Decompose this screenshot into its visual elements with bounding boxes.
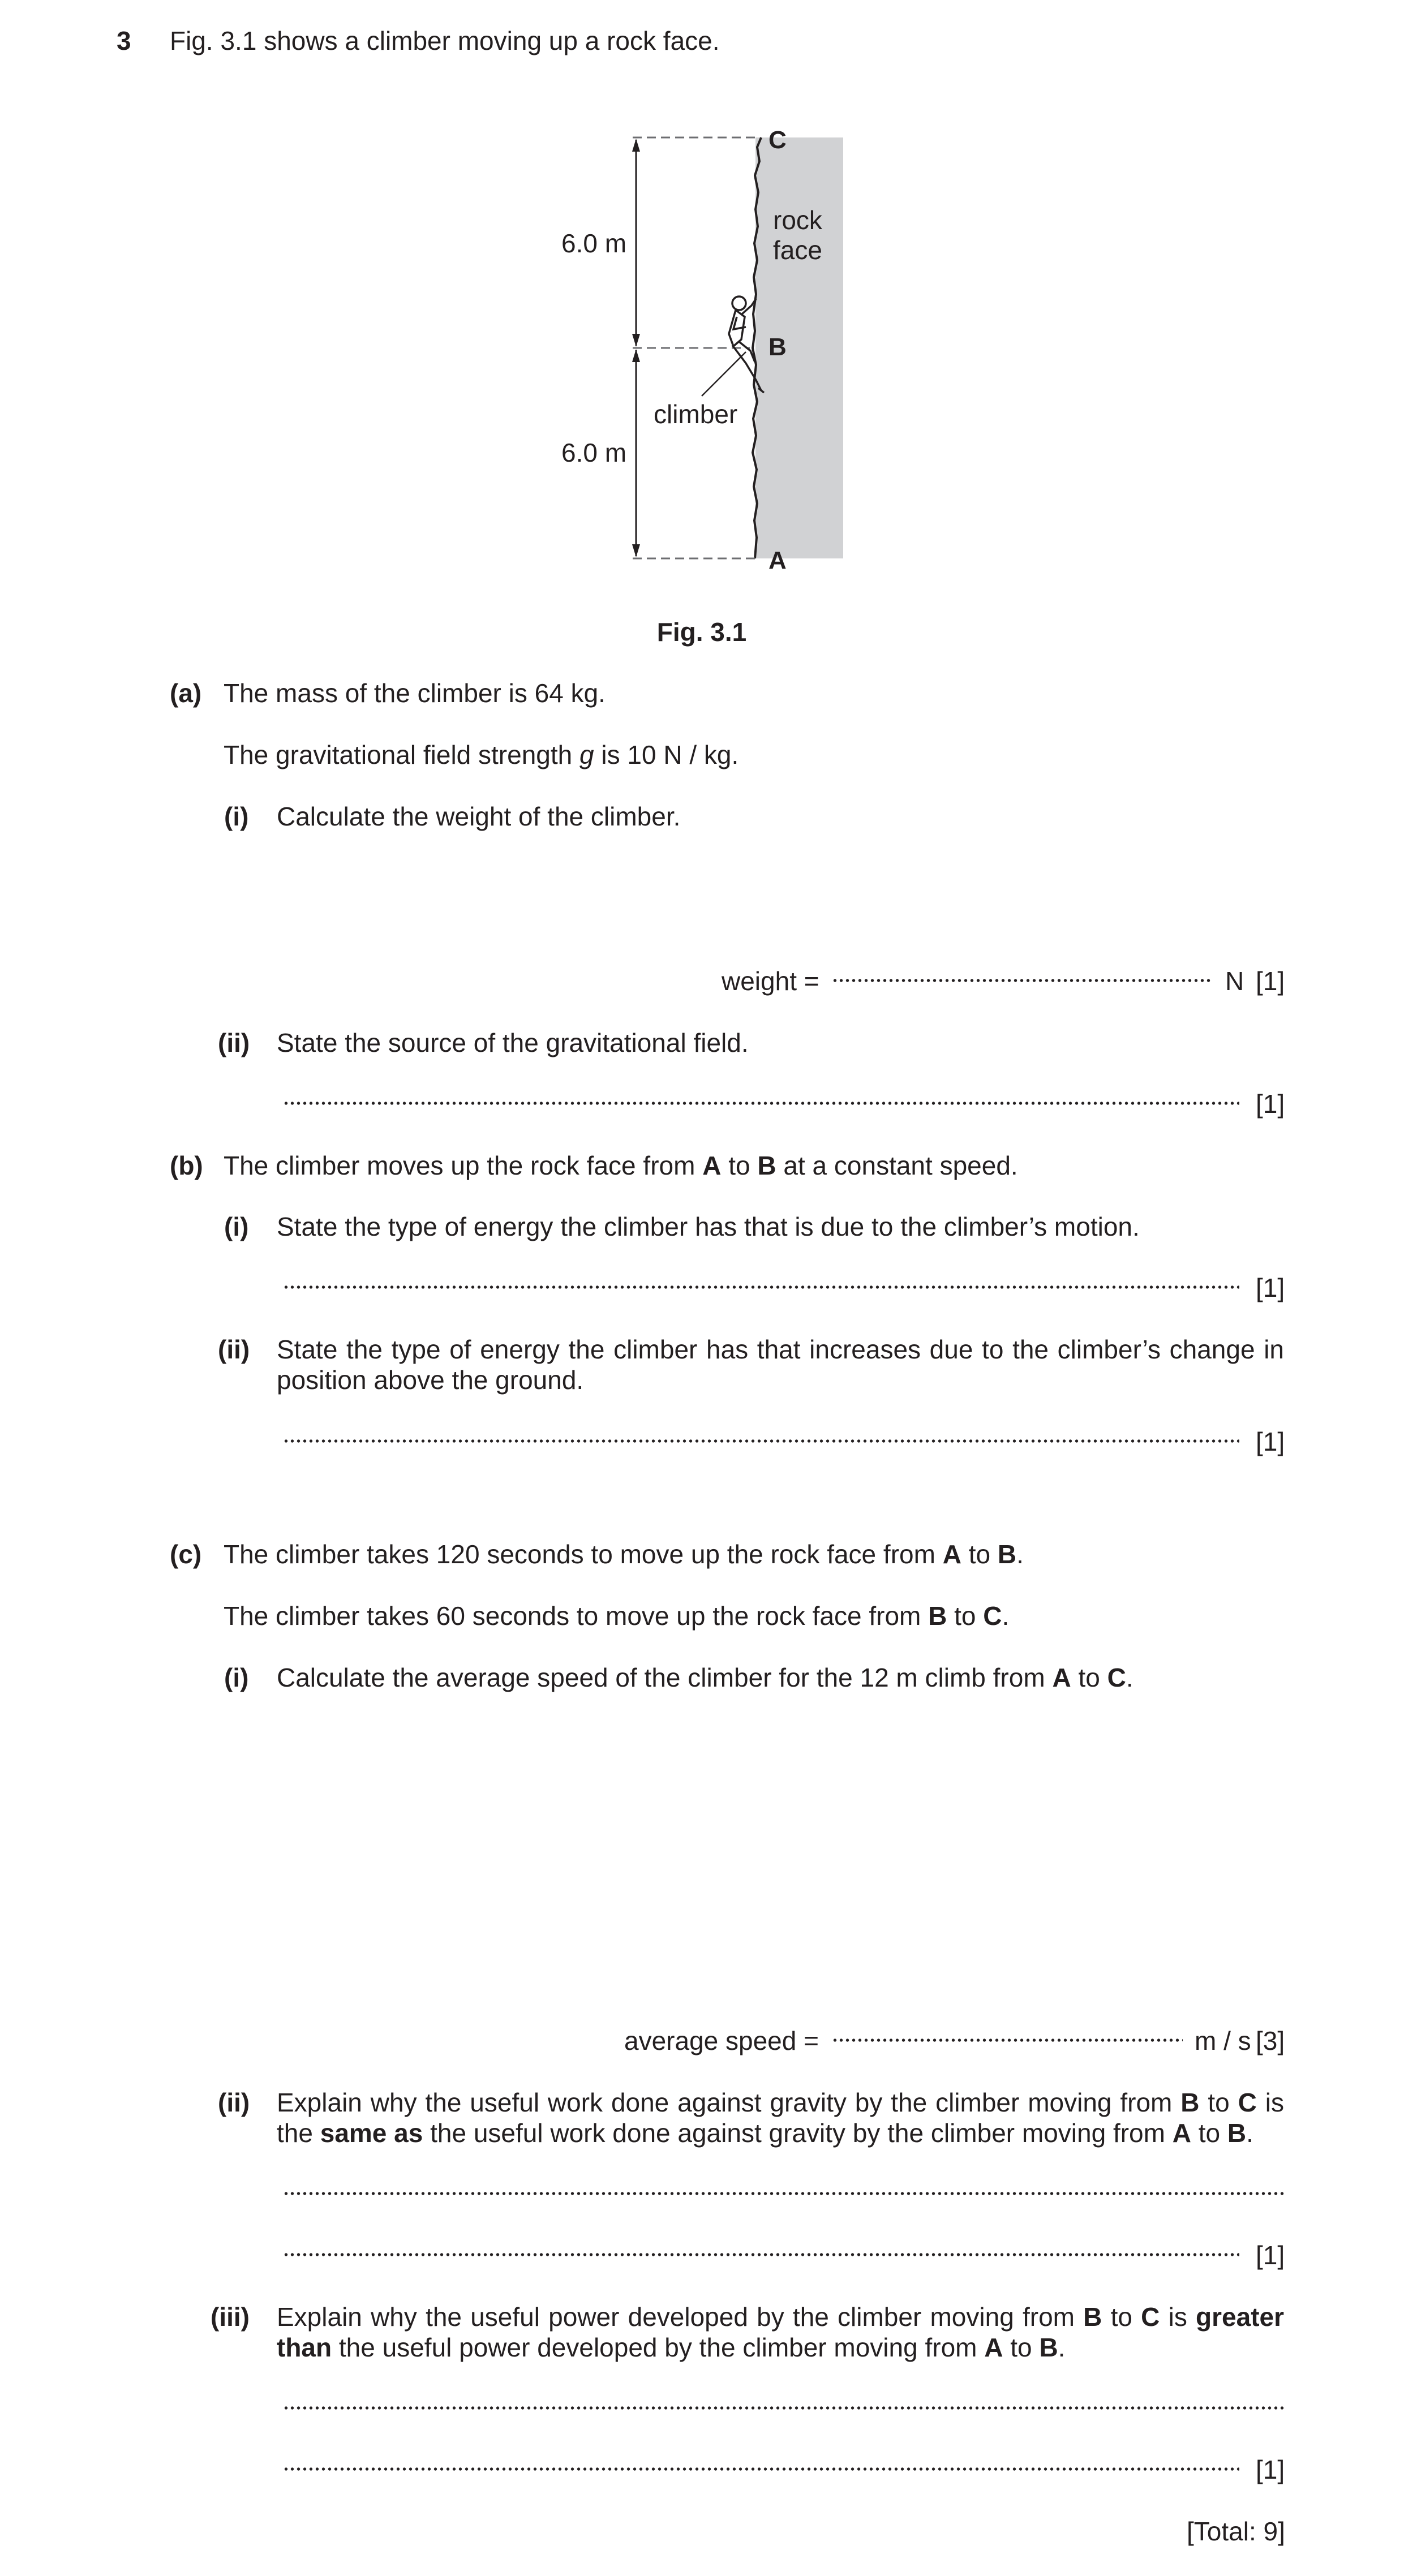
part-c-ii-l2-same-as: same as (320, 2118, 423, 2148)
part-a-ii-label: (ii) (218, 1028, 250, 1057)
part-b-label: (b) (170, 1151, 203, 1180)
g-text-post: is 10 N / kg. (594, 740, 739, 769)
part-a-label: (a) (170, 678, 202, 708)
part-c-line1-to: to (961, 1539, 998, 1569)
part-c-iii-l1-greater: greater (1196, 2302, 1284, 2332)
part-c-line2-pre: The climber takes 60 seconds to move up the rock face from (224, 1601, 929, 1631)
part-a-g-statement (224, 740, 739, 770)
part-c-iii-l2-a: A (984, 2333, 1003, 2362)
average-speed-answer-line[interactable] (832, 2038, 1183, 2042)
part-c-ii-l2-mid: the useful work done against gravity by the climber moving from (423, 2118, 1173, 2148)
rock-face-label-2: face (773, 235, 822, 265)
weight-unit: N (1225, 966, 1244, 996)
part-c-ii-l1-to: to (1199, 2088, 1238, 2117)
part-c-iii-l2-end: . (1058, 2333, 1066, 2362)
part-c-i-label: (i) (224, 1663, 249, 1692)
part-c-line2-to: to (947, 1601, 984, 1631)
part-a-text: The mass of the climber is 64 kg. (224, 678, 606, 708)
part-c-ii-answer-line-1[interactable] (283, 2191, 1285, 2196)
part-b-i-label: (i) (224, 1212, 249, 1241)
question-intro: Fig. 3.1 shows a climber moving up a rock face. (170, 26, 720, 55)
arrowhead-top (632, 139, 640, 152)
part-b-text (224, 1151, 1018, 1181)
figure-caption: Fig. 3.1 (656, 617, 747, 647)
part-c-line2 (224, 1601, 1009, 1631)
average-speed-unit: m / s (1195, 2026, 1251, 2055)
part-c-i-end: . (1126, 1663, 1133, 1692)
part-a-ii-answer-line[interactable] (283, 1101, 1239, 1106)
rock-face-label-1: rock (773, 205, 822, 235)
part-c-ii-line1 (277, 2088, 1284, 2118)
part-a-ii-text: State the source of the gravitational field. (277, 1028, 749, 1057)
part-c-i-to: to (1071, 1663, 1107, 1692)
part-c-line1 (224, 1539, 1024, 1569)
part-c-ii-marks: [1] (1256, 2240, 1285, 2270)
part-c-line1-a: A (942, 1539, 961, 1569)
part-c-iii-l2-to: to (1003, 2333, 1040, 2362)
part-c-ii-l2-to: to (1191, 2118, 1227, 2148)
arrowhead-b-up (632, 334, 640, 347)
part-b-ii-marks: [1] (1256, 1427, 1285, 1456)
part-b-ii-answer-line[interactable] (283, 1439, 1239, 1443)
lower-distance-label: 6.0 m (561, 438, 627, 467)
part-c-ii-l2-end: . (1246, 2118, 1253, 2148)
part-c-ii-line2 (277, 2118, 1253, 2148)
question-number: 3 (117, 26, 131, 55)
part-b-ii-label: (ii) (218, 1335, 250, 1364)
part-c-i-marks: [3] (1256, 2026, 1285, 2055)
part-c-i-c: C (1107, 1663, 1126, 1692)
part-c-i-pre: Calculate the average speed of the climber for the 12 m climb from (277, 1663, 1053, 1692)
part-c-iii-l1-b: B (1083, 2302, 1102, 2332)
part-c-iii-l2-mid: the useful power developed by the climber moving from (332, 2333, 985, 2362)
part-c-iii-l1-is: is (1160, 2302, 1196, 2332)
part-c-ii-label: (ii) (218, 2088, 250, 2117)
part-c-iii-line1 (277, 2302, 1284, 2332)
part-c-line2-end: . (1002, 1601, 1010, 1631)
part-b-i-marks: [1] (1256, 1273, 1285, 1302)
total-marks: [Total: 9] (1187, 2517, 1285, 2546)
part-c-ii-l1-pre: Explain why the useful work done against gravity by the climber moving from (277, 2088, 1181, 2117)
g-symbol: g (579, 740, 594, 769)
part-c-iii-label: (iii) (211, 2302, 250, 2332)
part-b-ii-text-line2: position above the ground. (277, 1365, 584, 1395)
part-c-line1-end: . (1016, 1539, 1024, 1569)
part-c-ii-l2-pre: the (277, 2118, 320, 2148)
part-c-ii-l2-b: B (1227, 2118, 1247, 2148)
part-b-i-text: State the type of energy the climber has that is due to the climber’s motion. (277, 1212, 1140, 1241)
part-c-ii-l2-a: A (1172, 2118, 1191, 2148)
part-c-iii-line2 (277, 2333, 1065, 2363)
part-c-iii-l1-pre: Explain why the useful power developed by the climber moving from (277, 2302, 1084, 2332)
part-b-bold-a: A (702, 1151, 722, 1180)
part-a-i-label: (i) (224, 802, 249, 831)
part-c-i-a: A (1052, 1663, 1071, 1692)
part-b-i-answer-line[interactable] (283, 1285, 1239, 1289)
part-b-ii-text-line1: State the type of energy the climber has that increases due to the climber’s change in (277, 1335, 1284, 1364)
point-a-label: A (768, 547, 787, 574)
part-c-iii-l2-b: B (1039, 2333, 1058, 2362)
part-c-ii-l1-end: is (1256, 2088, 1284, 2117)
weight-answer-label: weight = (722, 966, 819, 996)
part-c-i-text (277, 1663, 1133, 1693)
figure-climber-rock-face (0, 0, 1404, 679)
weight-answer-line[interactable] (832, 978, 1211, 983)
part-c-line1-pre: The climber takes 120 seconds to move up the rock face from (224, 1539, 943, 1569)
part-c-ii-l1-c: C (1238, 2088, 1257, 2117)
point-c-label: C (768, 126, 787, 154)
upper-distance-label: 6.0 m (561, 229, 627, 258)
part-c-line1-b: B (997, 1539, 1017, 1569)
part-c-ii-answer-line-2[interactable] (283, 2252, 1239, 2257)
part-c-iii-l1-to: to (1102, 2302, 1141, 2332)
part-c-line2-b: B (928, 1601, 947, 1631)
climber-label: climber (654, 399, 738, 429)
climber-leader-line (702, 352, 746, 396)
arrowhead-b-down (632, 349, 640, 362)
part-a-i-marks: [1] (1256, 966, 1285, 996)
part-c-iii-answer-line-2[interactable] (283, 2467, 1239, 2471)
part-b-text-1: The climber moves up the rock face from (224, 1151, 703, 1180)
part-c-ii-l1-b: B (1180, 2088, 1200, 2117)
arrowhead-bottom (632, 544, 640, 557)
part-c-iii-l1-c: C (1141, 2302, 1160, 2332)
part-a-i-text: Calculate the weight of the climber. (277, 802, 681, 831)
part-b-text-2: to (721, 1151, 758, 1180)
part-c-iii-marks: [1] (1256, 2455, 1285, 2484)
part-c-line2-c: C (983, 1601, 1002, 1631)
average-speed-answer-label: average speed = (624, 2026, 819, 2055)
part-c-iii-answer-line-1[interactable] (283, 2406, 1285, 2410)
part-b-bold-b: B (757, 1151, 776, 1180)
part-a-ii-marks: [1] (1256, 1089, 1285, 1119)
g-text-pre: The gravitational field strength (224, 740, 580, 769)
part-c-iii-l2-than: than (277, 2333, 332, 2362)
point-b-label: B (768, 333, 787, 361)
part-c-label: (c) (170, 1539, 202, 1569)
part-b-text-3: at a constant speed. (776, 1151, 1018, 1180)
